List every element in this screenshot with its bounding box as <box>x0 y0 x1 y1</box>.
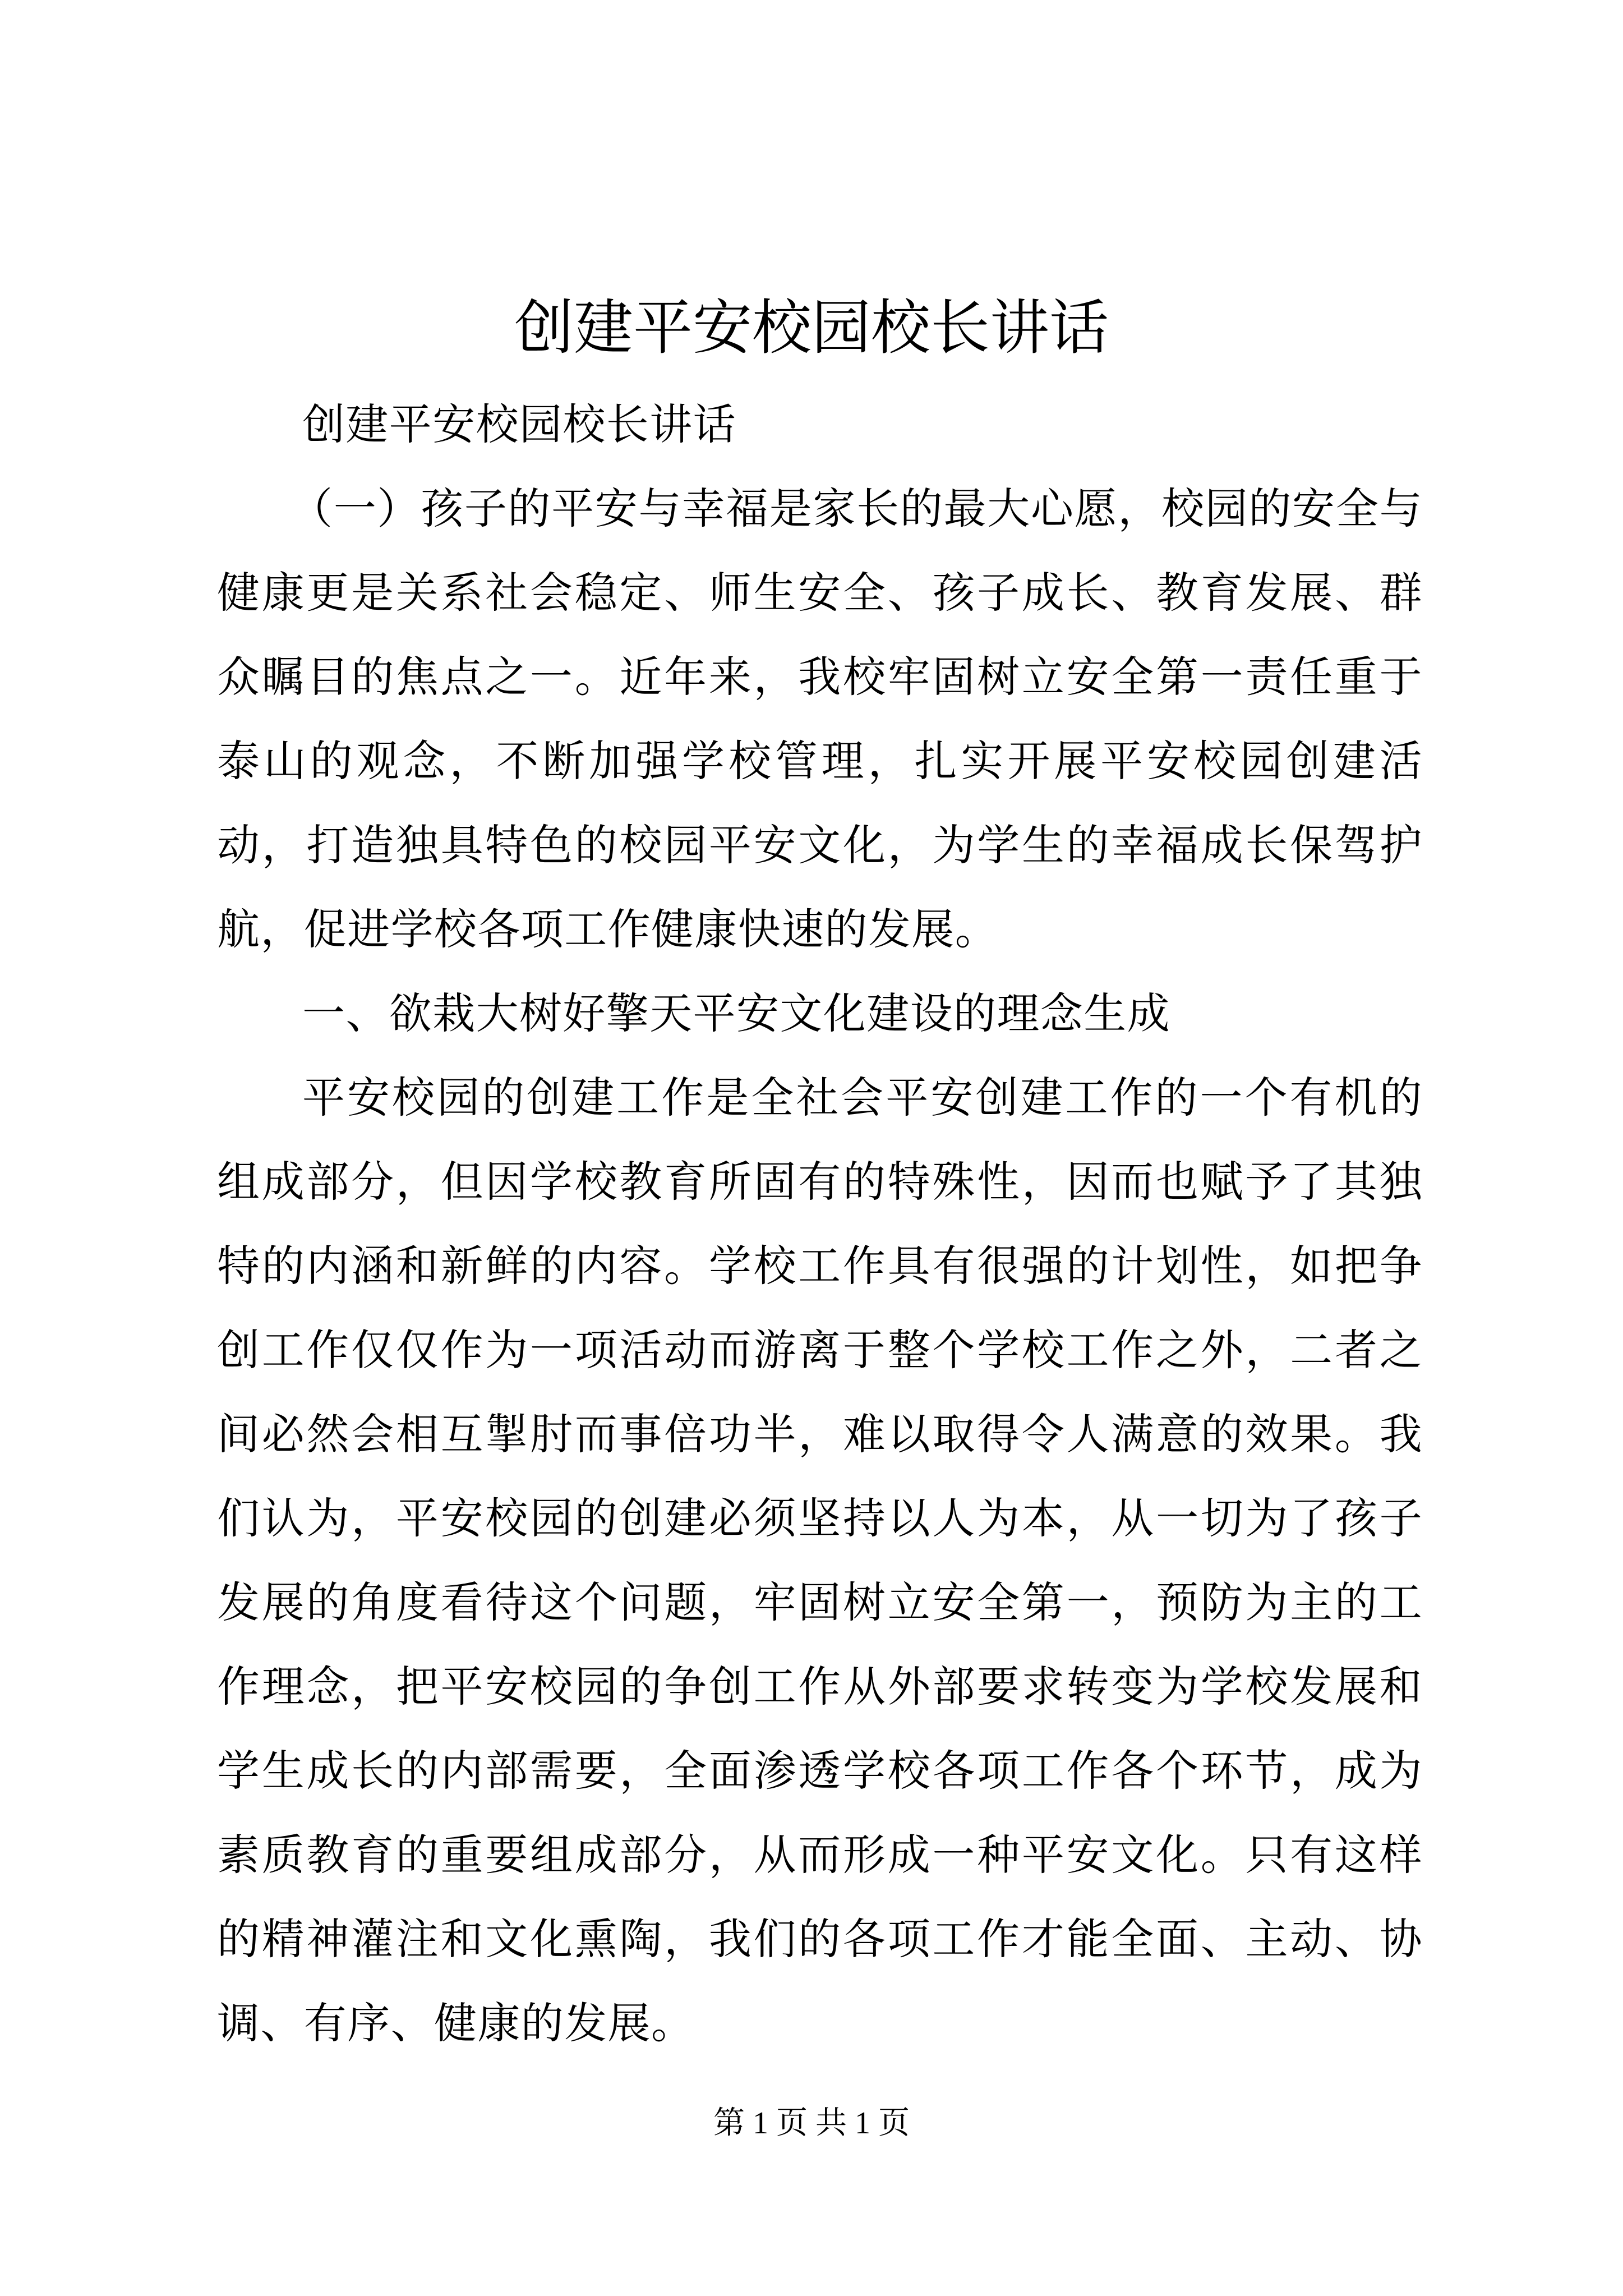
paragraph-intro: （一）孩子的平安与幸福是家长的最大心愿，校园的安全与健康更是关系社会稳定、师生安全、孩子成长、教育发展、群众瞩目的焦点之一。近年来，我校牢固树立安全第一责任重于泰山的观念，不断加强学校管理，扎实开展平安校园创建活动，打造独具特色的校园平安文化，为学生的幸福成长保驾护航，促进学校各项工作健康快速的发展。 <box>217 484 1423 954</box>
document-body <box>217 383 1423 2065</box>
page-footer: 第 1 页 共 1 页 <box>713 2106 910 2141</box>
document-title: 创建平安校园校长讲话 <box>514 293 1109 362</box>
paragraph-subtitle: 创建平安校园校长讲话 <box>302 399 736 449</box>
section-heading: 一、欲栽大树好擎天平安文化建设的理念生成 <box>302 988 1170 1038</box>
paragraph-section-body: 平安校园的创建工作是全社会平安创建工作的一个有机的组成部分，但因学校教育所固有的特殊性，因而也赋予了其独特的内涵和新鲜的内容。学校工作具有很强的计划性，如把争创工作仅仅作为一项活动而游离于整个学校工作之外，二者之间必然会相互掣肘而事倍功半，难以取得令人满意的效果。我们认为，平安校园的创建必须坚持以人为本，从一切为了孩子发展的角度看待这个问题，牢固树立安全第一，预防为主的工作理念，把平安校园的争创工作从外部要求转变为学校发展和学生成长的内部需要，全面渗透学校各项工作各个环节，成为素质教育的重要组成部分，从而形成一种平安文化。只有这样的精神灌注和文化熏陶，我们的各项工作才能全面、主动、协调、有序、健康的发展。 <box>217 1073 1423 2048</box>
